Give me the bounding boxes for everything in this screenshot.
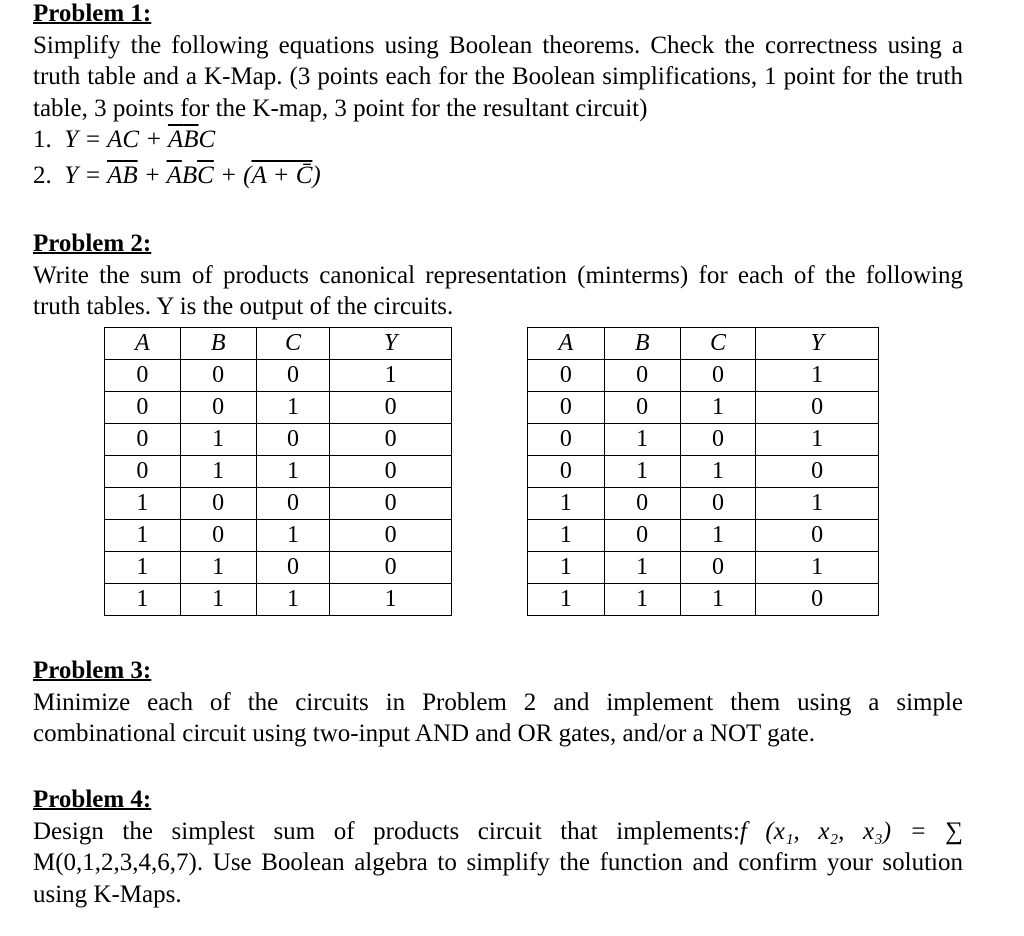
table-cell: 0 [680, 424, 756, 456]
table-cell: 0 [756, 520, 879, 552]
table-row [105, 456, 452, 488]
table-cell: 0 [604, 392, 680, 424]
table-cell: 0 [330, 424, 452, 456]
table-cell: 1 [180, 456, 256, 488]
equation-1 [33, 124, 963, 156]
column-header-b: B [180, 328, 256, 360]
function-expr: f (x₁, x₂, x₃) = [739, 817, 927, 845]
table-cell: 0 [756, 392, 879, 424]
table-row [528, 424, 879, 456]
table-row [105, 488, 452, 520]
table-cell: 1 [604, 584, 680, 616]
negated-term: $\overline{B}$ [183, 126, 199, 153]
table-cell: 0 [180, 392, 256, 424]
table-cell: 0 [756, 456, 879, 488]
negated-term: $\overline{A}$ [107, 161, 123, 189]
table-cell: 1 [528, 552, 605, 584]
table-row [528, 488, 879, 520]
table-cell: 0 [528, 424, 605, 456]
term: + ( [213, 161, 252, 189]
equation-1-number: 1. [33, 126, 52, 153]
table-cell: 1 [604, 552, 680, 584]
negated-term: $\overline{A}$ [166, 161, 182, 189]
table-cell: 0 [528, 360, 605, 392]
column-header-a: A [528, 328, 605, 360]
table-cell: 1 [105, 488, 181, 520]
table-row [528, 520, 879, 552]
table-cell: 1 [604, 456, 680, 488]
table-row [105, 392, 452, 424]
equation-2-expr [64, 162, 320, 189]
table-row [528, 392, 879, 424]
truth-table-1 [104, 327, 452, 616]
table-cell: 0 [680, 360, 756, 392]
term: Y = [64, 161, 108, 189]
column-header-a: A [105, 328, 181, 360]
table-cell: 1 [105, 584, 181, 616]
term: Y = AC + [64, 126, 168, 153]
table-cell: 0 [330, 456, 452, 488]
negated-term: A + C̄ [251, 161, 313, 189]
problem-3-heading: Problem 3: [33, 657, 152, 684]
negated-term: $\overline{C}$ [197, 161, 214, 189]
table-cell: 0 [105, 360, 181, 392]
table-cell: 0 [180, 488, 256, 520]
table-row [528, 360, 879, 392]
table-cell: 1 [330, 584, 452, 616]
problem-2-text: Write the sum of products canonical representation (minterms) for each of the following truth tables. Y is the output of the circuits. [33, 261, 963, 320]
table-row [105, 520, 452, 552]
table-row [528, 552, 879, 584]
problem-1-text: Simplify the following equations using Boolean theorems. Check the correctness using a truth table and a K-Map. (3 points each for the Boolean simplifications, 1 point for the truth table, 3 points for the K-map, 3 point for the resultant circuit) [33, 31, 963, 122]
table-cell: 1 [528, 584, 605, 616]
table-header-row [105, 328, 452, 360]
table-cell: 0 [604, 360, 680, 392]
column-header-c: C [256, 328, 330, 360]
table-cell: 1 [105, 552, 181, 584]
table-row [105, 552, 452, 584]
sum-expr: ∑ M(0,1,2,3,4,6,7). [33, 817, 963, 876]
table-cell: 1 [330, 360, 452, 392]
table-cell: 1 [756, 424, 879, 456]
table-cell: 0 [330, 552, 452, 584]
table-cell: 0 [528, 456, 605, 488]
table-cell: 0 [680, 488, 756, 520]
equation-2 [33, 160, 963, 192]
table-cell: 1 [680, 584, 756, 616]
table-row [528, 456, 879, 488]
table-cell: 0 [256, 360, 330, 392]
table-cell: 1 [680, 392, 756, 424]
table-cell: 1 [105, 520, 181, 552]
table-row [105, 584, 452, 616]
table-cell: 1 [256, 392, 330, 424]
table-cell: 0 [256, 552, 330, 584]
table-row [105, 424, 452, 456]
table-cell: 1 [756, 488, 879, 520]
table-cell: 0 [330, 392, 452, 424]
problem-4 [33, 784, 963, 910]
table-cell: 1 [180, 584, 256, 616]
table-cell: 1 [256, 520, 330, 552]
column-header-y: Y [756, 328, 879, 360]
problem-2-heading: Problem 2: [33, 230, 152, 257]
problem-4-text [33, 816, 963, 911]
table-cell: 1 [756, 552, 879, 584]
term: C [198, 126, 216, 153]
table-cell: 1 [528, 520, 605, 552]
table-cell: 0 [105, 424, 181, 456]
table-cell: 1 [256, 456, 330, 488]
truth-table-2 [527, 327, 879, 616]
column-header-b: B [604, 328, 680, 360]
equation-2-number: 2. [33, 161, 52, 189]
term: + [137, 161, 167, 189]
table-cell: 1 [680, 520, 756, 552]
problem-1-heading: Problem 1: [33, 0, 152, 27]
problem-1 [33, 0, 963, 191]
table-cell: 0 [330, 488, 452, 520]
problem-4-heading: Problem 4: [33, 786, 152, 813]
column-header-y: Y [330, 328, 452, 360]
table-cell: 0 [105, 456, 181, 488]
problem-3 [33, 655, 963, 750]
table-cell: 0 [180, 360, 256, 392]
table-cell: 0 [256, 488, 330, 520]
table-cell: 0 [256, 424, 330, 456]
table-cell: 0 [180, 520, 256, 552]
table-cell: 1 [680, 456, 756, 488]
table-cell: 0 [330, 520, 452, 552]
table-cell: 0 [105, 392, 181, 424]
table-cell: 0 [604, 520, 680, 552]
table-cell: 0 [604, 488, 680, 520]
table-row [528, 584, 879, 616]
table-cell: 1 [180, 424, 256, 456]
table-cell: 1 [604, 424, 680, 456]
problem-4-text-after: Use Boolean algebra to simplify the function and confirm your solution using K-Maps. [33, 849, 963, 908]
table-cell: 1 [528, 488, 605, 520]
negated-term: $\overline{B}$ [122, 161, 138, 189]
problem-4-text-before: Design the simplest sum of products circuit that implements: [33, 817, 740, 845]
column-header-c: C [680, 328, 756, 360]
problem-2 [33, 228, 963, 323]
table-cell: 1 [756, 360, 879, 392]
table-cell: 0 [528, 392, 605, 424]
problem-3-text: Minimize each of the circuits in Problem 2 and implement them using a simple combinational circuit using two-input AND and OR gates, and/or a NOT gate. [33, 688, 963, 747]
table-cell: 0 [680, 552, 756, 584]
negated-term: $\overline{A}$ [167, 126, 184, 153]
term: ) [312, 161, 321, 189]
term: B [181, 161, 198, 189]
table-cell: 1 [180, 552, 256, 584]
table-cell: 0 [756, 584, 879, 616]
table-header-row [528, 328, 879, 360]
equation-1-expr [64, 126, 215, 153]
table-row [105, 360, 452, 392]
table-cell: 1 [256, 584, 330, 616]
